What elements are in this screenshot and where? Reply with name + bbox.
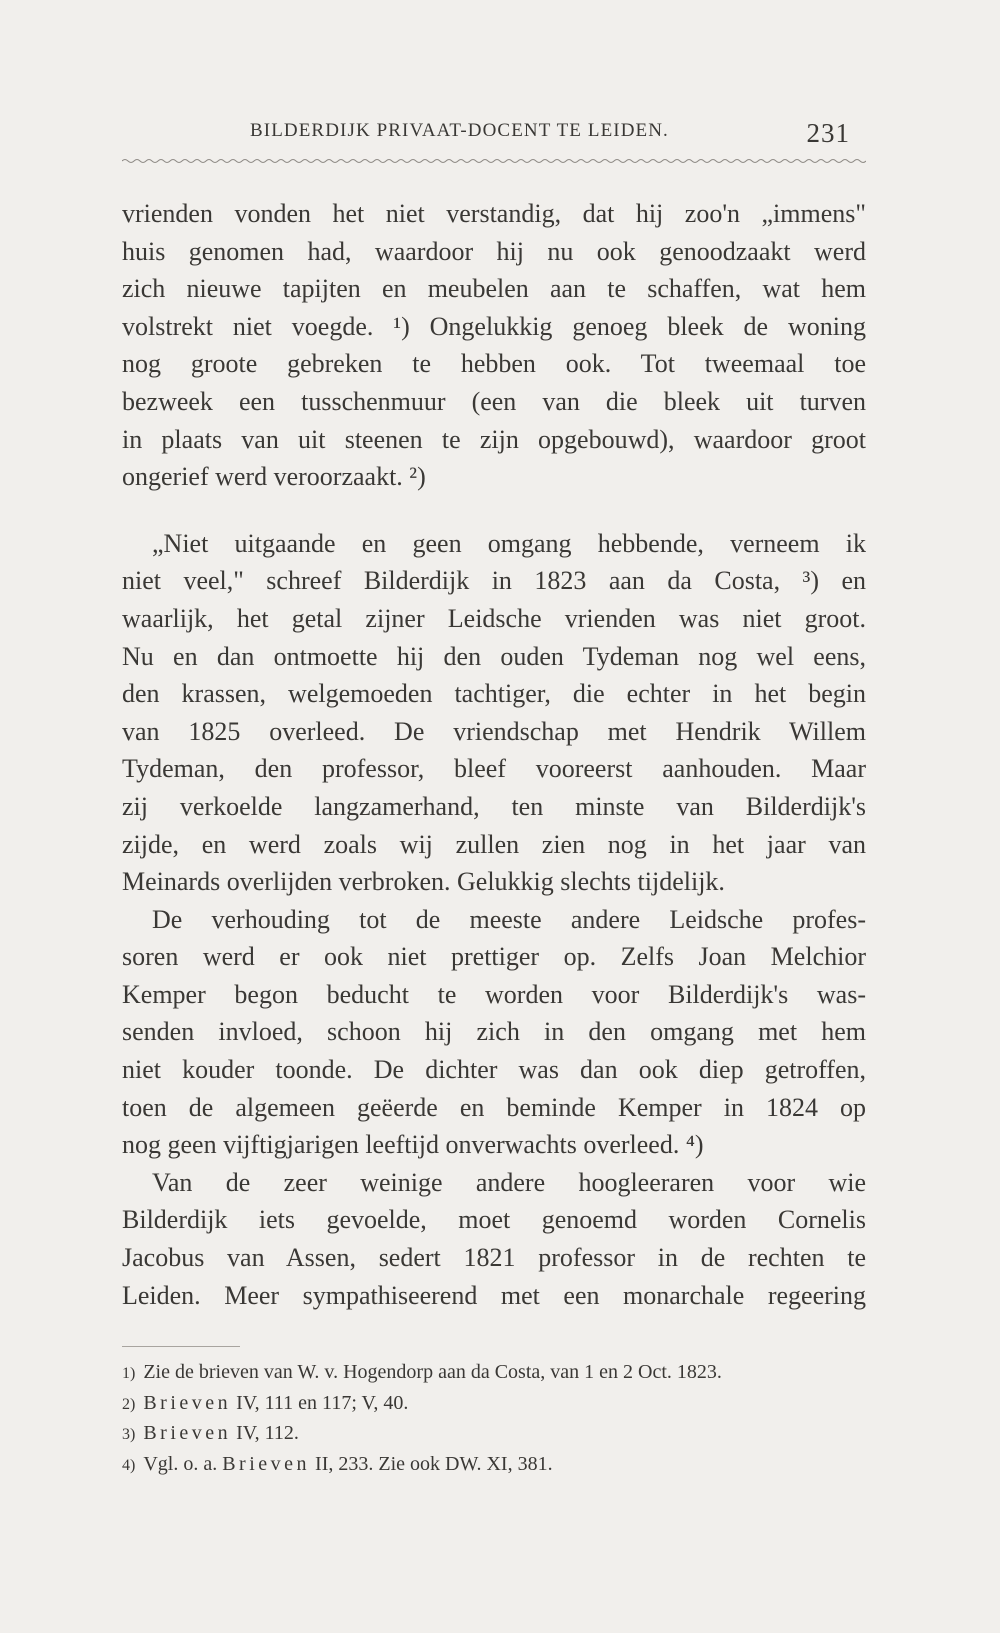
paragraph-4 xyxy=(122,1164,866,1314)
footnote-text: Zie de brieven van W. v. Hogendorp aan da Costa, van 1 en 2 Oct. 1823. xyxy=(143,1361,722,1383)
text-line: nog geen vijftigjarigen leeftijd onverwachts overleed. ⁴) xyxy=(122,1130,704,1160)
text-line: Meinards overlijden verbroken. Gelukkig slechts tijdelijk. xyxy=(122,867,725,897)
text-line: Jacobus van Assen, sedert 1821 professor in de rechten te xyxy=(122,1243,866,1273)
running-head xyxy=(250,120,850,154)
paragraph-3 xyxy=(122,901,866,1164)
text-line: zij verkoelde langzamerhand, ten minste van Bilderdijk's xyxy=(122,791,866,821)
text-line: niet kouder toonde. De dichter was dan ook diep getroffen, xyxy=(122,1055,866,1085)
footnote-spaced-text: Brieven xyxy=(222,1453,311,1476)
paragraph-spacer xyxy=(122,496,866,525)
footnote-number: 4) xyxy=(122,1457,136,1475)
text-line: „Niet uitgaande en geen omgang hebbende, verneem ik xyxy=(152,528,866,558)
footnote-number: 2) xyxy=(122,1395,136,1413)
footnote xyxy=(122,1357,866,1388)
footnotes xyxy=(122,1357,866,1480)
text-line: niet veel," schreef Bilderdijk in 1823 aan da Costa, ³) en xyxy=(122,566,866,596)
text-line: zich nieuwe tapijten en meubelen aan te schaffen, wat hem xyxy=(122,274,866,304)
text-line: in plaats van uit steenen te zijn opgebouwd), waardoor groot xyxy=(122,424,866,454)
text-line: volstrekt niet voegde. ¹) Ongelukkig genoeg bleek de woning xyxy=(122,311,866,341)
footnote-spaced-text: Brieven xyxy=(143,1391,232,1414)
text-line: soren werd er ook niet prettiger op. Zelfs Joan Melchior xyxy=(122,942,866,972)
page-number: 231 xyxy=(806,118,850,148)
text-line: toen de algemeen geëerde en beminde Kemper in 1824 op xyxy=(122,1092,866,1122)
footnote xyxy=(122,1388,866,1419)
footnote xyxy=(122,1418,866,1449)
decorative-wavy-rule xyxy=(122,157,866,165)
text-line: Bilderdijk iets gevoelde, moet genoemd worden Cornelis xyxy=(122,1205,866,1235)
text-line: Leiden. Meer sympathiseerend met een monarchale regeering xyxy=(122,1280,866,1310)
text-line: ongerief werd veroorzaakt. ²) xyxy=(122,462,426,492)
text-line: nog groote gebreken te hebben ook. Tot tweemaal toe xyxy=(122,349,866,379)
text-line: zijde, en werd zoals wij zullen zien nog in het jaar van xyxy=(122,829,866,859)
text-line: Tydeman, den professor, bleef vooreerst aanhouden. Maar xyxy=(122,754,866,784)
paragraph-1 xyxy=(122,195,866,496)
text-line: huis genomen had, waardoor hij nu ook genoodzaakt werd xyxy=(122,236,866,266)
paragraph-2 xyxy=(122,525,866,901)
text-line: waarlijk, het getal zijner Leidsche vrienden was niet groot. xyxy=(122,603,866,633)
running-title: BILDERDIJK PRIVAAT-DOCENT TE LEIDEN. xyxy=(250,120,669,141)
footnote-text: II, 233. Zie ook DW. XI, 381. xyxy=(310,1453,553,1476)
footnote-number: 1) xyxy=(122,1365,136,1382)
text-line: van 1825 overleed. De vriendschap met Hendrik Willem xyxy=(122,716,866,746)
footnote-text: Vgl. o. a. xyxy=(143,1453,223,1476)
footnote-spaced-text: Brieven xyxy=(143,1422,232,1445)
text-line: De verhouding tot de meeste andere Leidsche profes- xyxy=(152,904,866,934)
footnote-divider xyxy=(122,1346,240,1347)
body-text xyxy=(122,195,866,1314)
text-line: Nu en dan ontmoette hij den ouden Tydeman nog wel eens, xyxy=(122,641,866,671)
footnote xyxy=(122,1449,866,1480)
text-line: bezweek een tusschenmuur (een van die bleek uit turven xyxy=(122,386,866,416)
text-line: den krassen, welgemoeden tachtiger, die echter in het begin xyxy=(122,679,866,709)
text-line: Kemper begon beducht te worden voor Bilderdijk's was- xyxy=(122,979,866,1009)
footnote-text: IV, 112. xyxy=(231,1422,299,1445)
text-line: senden invloed, schoon hij zich in den omgang met hem xyxy=(122,1017,866,1047)
text-line: vrienden vonden het niet verstandig, dat hij zoo'n „immens" xyxy=(122,199,866,228)
text-line: Van de zeer weinige andere hoogleeraren voor wie xyxy=(152,1167,866,1197)
footnote-text: IV, 111 en 117; V, 40. xyxy=(231,1391,409,1414)
footnote-number: 3) xyxy=(122,1426,136,1444)
